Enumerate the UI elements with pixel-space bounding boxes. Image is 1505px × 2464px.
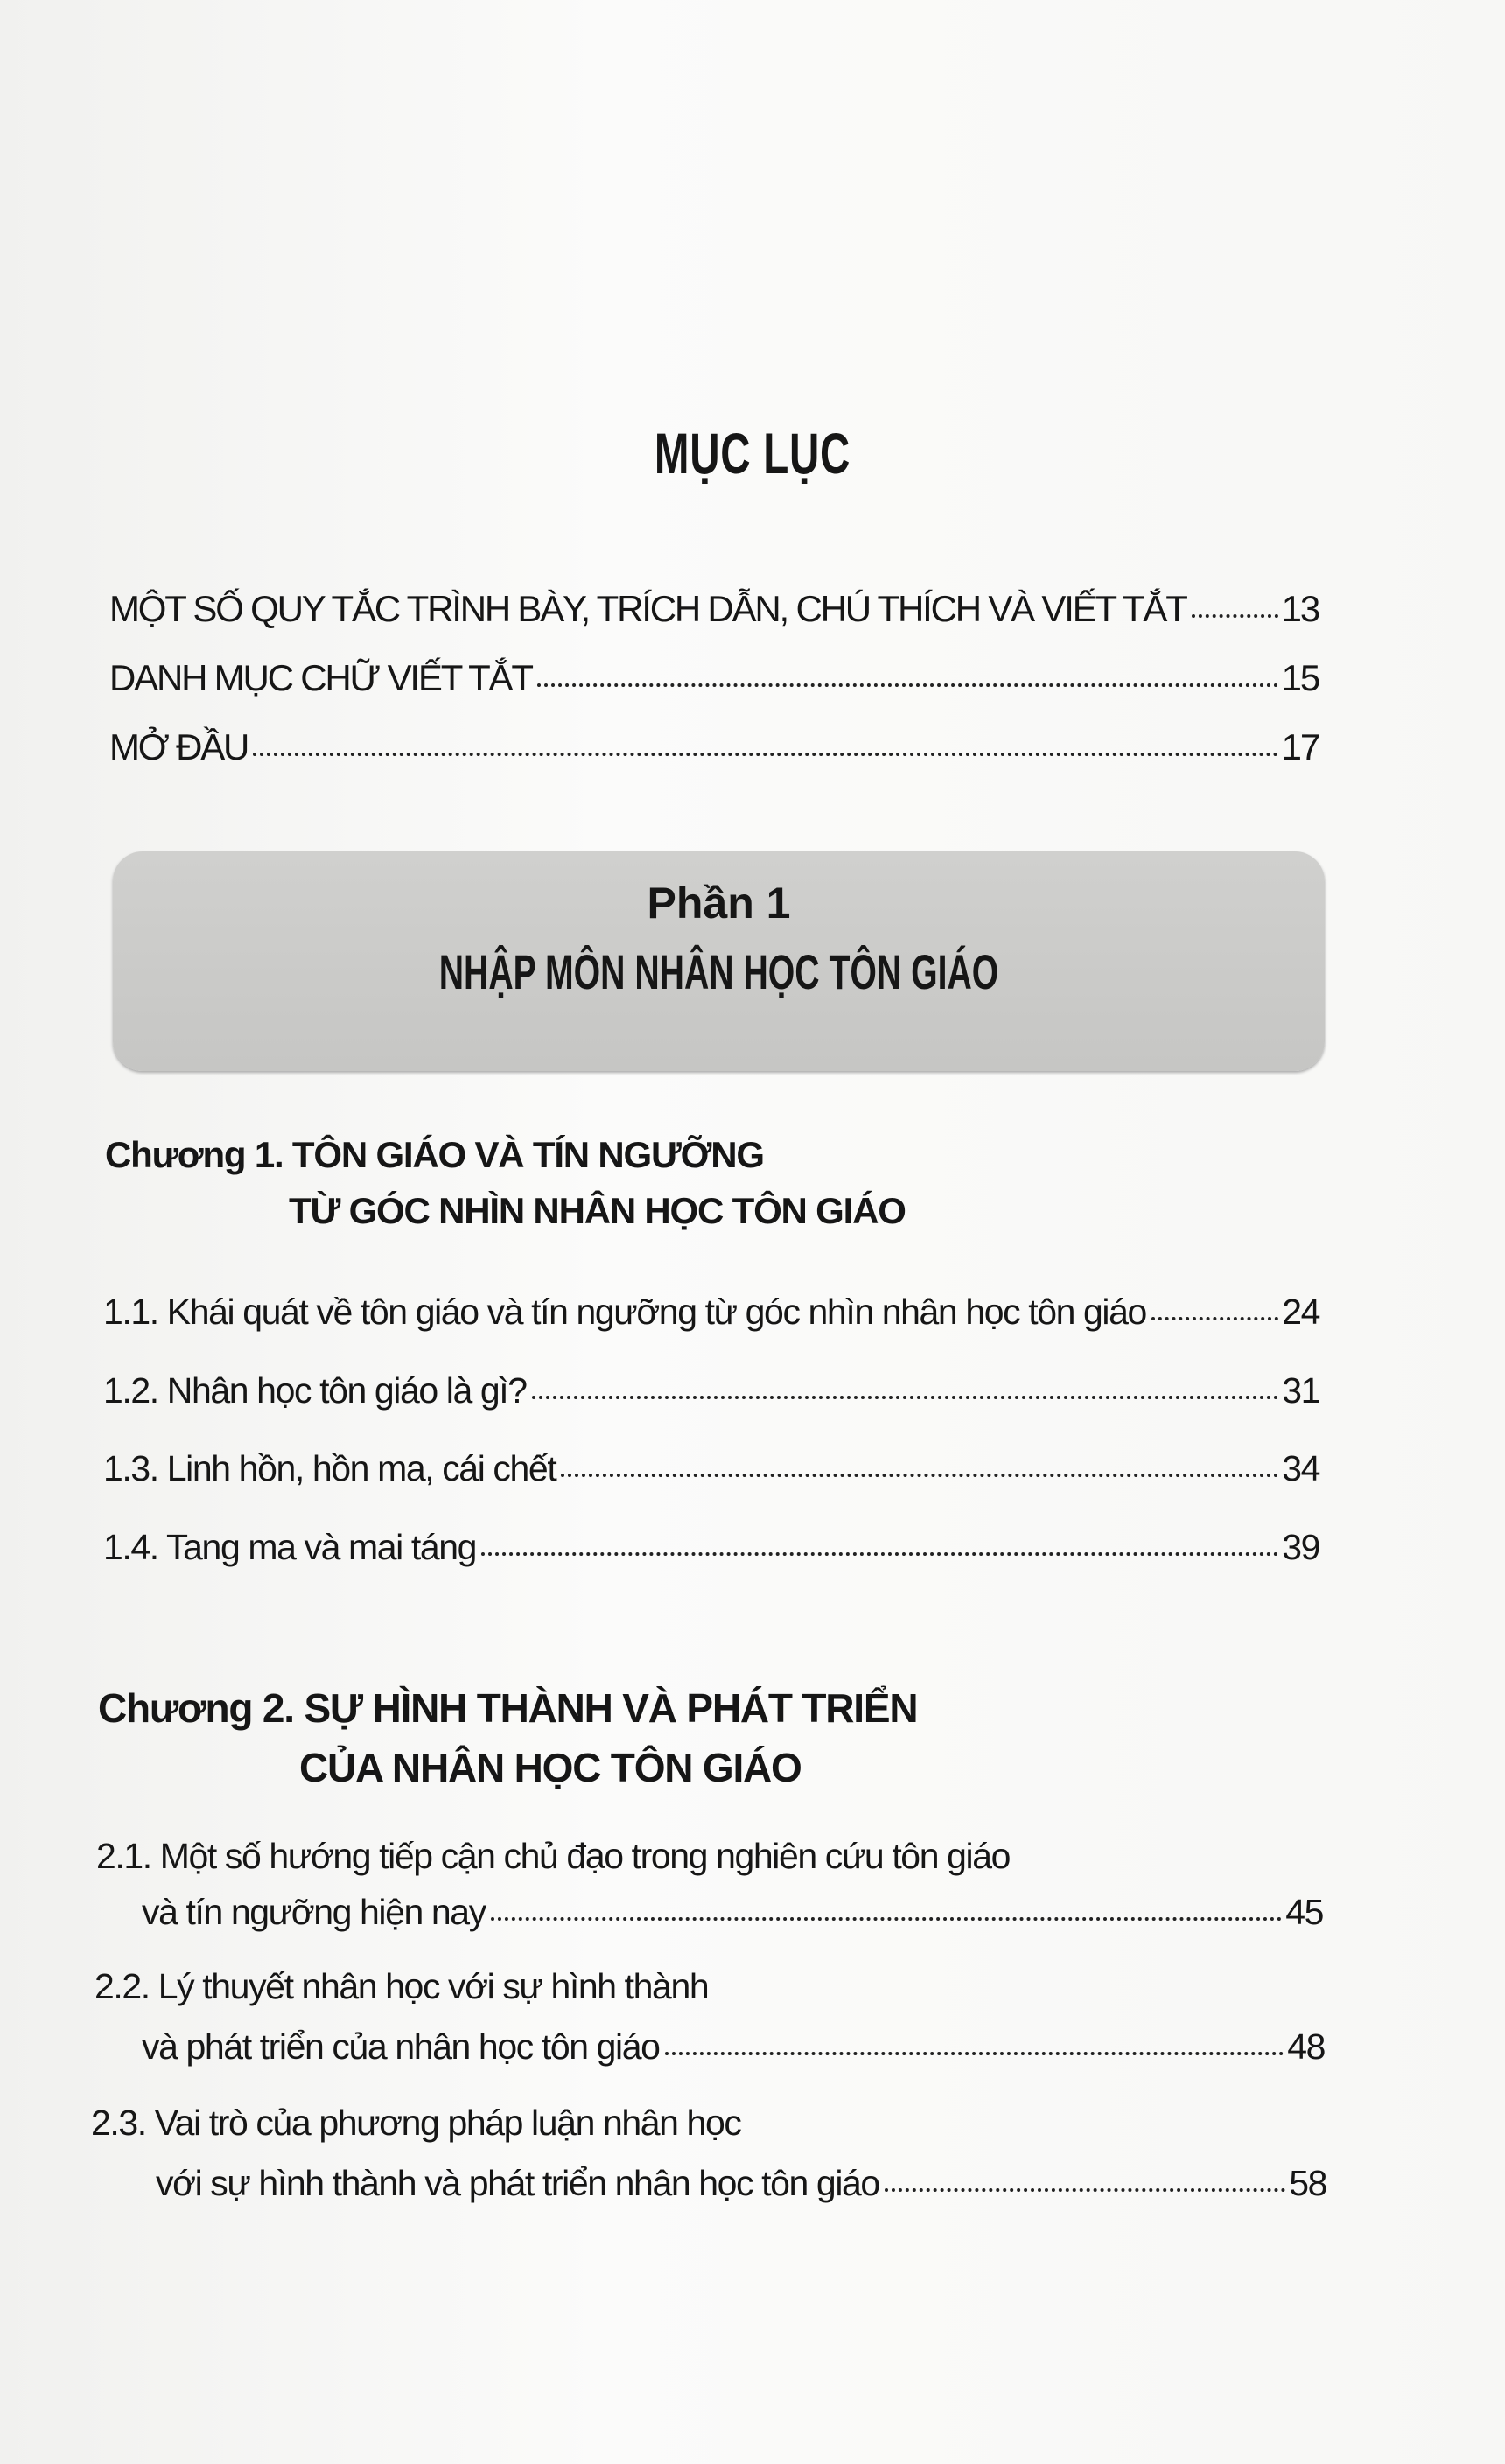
chapter-heading-cont: TỪ GÓC NHÌN NHÂN HỌC TÔN GIÁO: [289, 1190, 906, 1231]
toc-entry[interactable]: [103, 1292, 1320, 1333]
toc-entry-label[interactable]: 2.2. Lý thuyết nhân học với sự hình thành: [94, 1966, 709, 2006]
dot-leader: [885, 2188, 1285, 2192]
page-title: MỤC LỤC: [654, 421, 851, 486]
toc-entry-page: 15: [1281, 657, 1319, 698]
toc-entry-label: 1.3. Linh hồn, hồn ma, cái chết: [103, 1448, 556, 1488]
toc-entry-label-cont: với sự hình thành và phát triển nhân học tôn giáo: [156, 2163, 879, 2203]
chapter-heading-cont: CỦA NHÂN HỌC TÔN GIÁO: [299, 1745, 802, 1790]
dot-leader: [537, 683, 1278, 687]
toc-entry[interactable]: [142, 1892, 1323, 1933]
toc-entry[interactable]: [103, 1448, 1320, 1489]
dot-leader: [1192, 614, 1278, 618]
toc-entry[interactable]: [109, 726, 1319, 768]
toc-entry-label: MỘT SỐ QUY TẮC TRÌNH BÀY, TRÍCH DẪN, CHÚ THÍCH VÀ VIẾT TẮT: [109, 588, 1186, 629]
toc-entry-label: 1.1. Khái quát về tôn giáo và tín ngưỡng từ góc nhìn nhân học tôn giáo: [103, 1292, 1146, 1332]
toc-entry-page: 45: [1285, 1892, 1323, 1932]
toc-entry-page: 13: [1281, 588, 1319, 629]
toc-entry-label: MỞ ĐẦU: [109, 726, 248, 767]
toc-entry-label: DANH MỤC CHỮ VIẾT TẮT: [109, 657, 532, 698]
dot-leader: [561, 1474, 1278, 1477]
part-banner: [113, 851, 1325, 1071]
toc-entry-label: 1.2. Nhân học tôn giáo là gì?: [103, 1370, 527, 1410]
toc-entry-page: 17: [1281, 726, 1319, 767]
toc-entry-label-cont: và phát triển của nhân học tôn giáo: [142, 2026, 660, 2067]
toc-entry-label: 1.4. Tang ma và mai táng: [103, 1527, 477, 1567]
toc-entry[interactable]: [109, 588, 1319, 630]
toc-entry[interactable]: [109, 657, 1319, 699]
dot-leader: [532, 1396, 1279, 1399]
toc-entry-page: 24: [1282, 1292, 1320, 1332]
toc-entry-label[interactable]: 2.1. Một số hướng tiếp cận chủ đạo trong nghiên cứu tôn giáo: [96, 1836, 1011, 1876]
toc-entry-page: 31: [1282, 1370, 1320, 1410]
dot-leader: [481, 1552, 1278, 1556]
dot-leader: [253, 752, 1278, 756]
toc-entry[interactable]: [142, 2026, 1325, 2068]
toc-entry[interactable]: [103, 1527, 1320, 1568]
toc-entry-page: 34: [1282, 1448, 1320, 1488]
part-title: NHẬP MÔN NHÂN HỌC TÔN GIÁO: [438, 944, 999, 999]
toc-entry-label[interactable]: 2.3. Vai trò của phương pháp luận nhân học: [91, 2103, 741, 2143]
toc-entry-page: 48: [1287, 2026, 1325, 2067]
dot-leader: [491, 1917, 1282, 1921]
toc-entry[interactable]: [103, 1370, 1320, 1411]
toc-entry[interactable]: [156, 2163, 1326, 2204]
toc-entry-page: 39: [1282, 1527, 1320, 1567]
part-number: Phần 1: [647, 878, 791, 928]
chapter-heading[interactable]: Chương 1. TÔN GIÁO VÀ TÍN NGƯỠNG: [105, 1134, 764, 1175]
toc-entry-label-cont: và tín ngưỡng hiện nay: [142, 1892, 486, 1932]
dot-leader: [665, 2052, 1284, 2055]
chapter-heading[interactable]: Chương 2. SỰ HÌNH THÀNH VÀ PHÁT TRIỂN: [98, 1685, 918, 1731]
dot-leader: [1152, 1317, 1278, 1320]
toc-entry-page: 58: [1289, 2163, 1326, 2203]
